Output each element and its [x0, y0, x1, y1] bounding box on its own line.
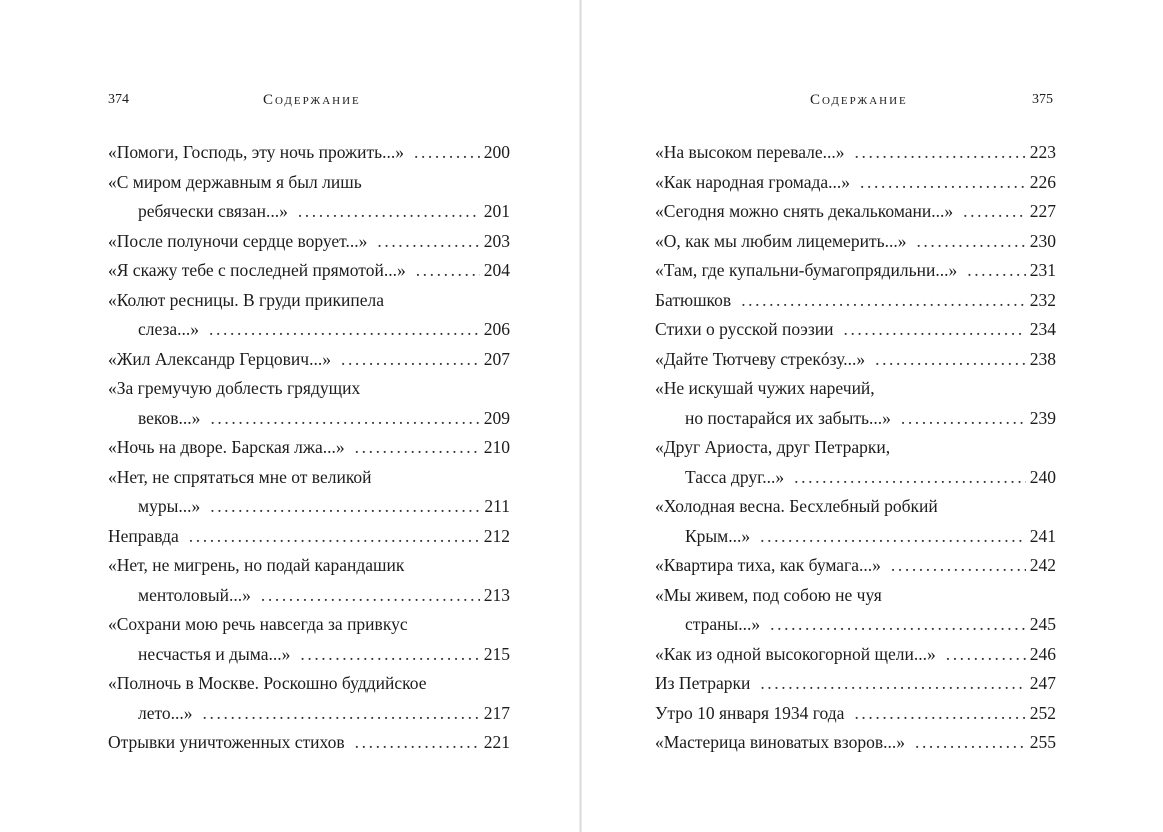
toc-entry-title: Крым...» [685, 525, 751, 546]
toc-entry-line [108, 315, 510, 345]
toc-entry [655, 492, 1056, 551]
dot-leader [210, 492, 480, 522]
toc-entry [108, 551, 510, 610]
toc-page-number: 246 [1029, 643, 1056, 664]
toc-page-number: 204 [483, 260, 510, 280]
toc-entry [655, 669, 1056, 699]
toc-page-number: 211 [484, 496, 510, 516]
dot-leader [760, 522, 1026, 552]
dot-leader [416, 256, 480, 286]
dot-leader [261, 581, 480, 611]
toc-entry-line [108, 197, 510, 227]
toc-entry [108, 374, 510, 433]
dot-leader [854, 699, 1025, 729]
toc-entry-title: «Сохрани мою речь навсегда за привкус [108, 614, 408, 634]
toc-entry-title: «Квартира тиха, как бумага...» [655, 555, 881, 575]
toc-entry-title: «Я скажу тебе с последней прямотой...» [108, 260, 406, 280]
toc-entry-line [655, 610, 1056, 640]
toc-entry [655, 197, 1056, 227]
dot-leader [967, 256, 1026, 286]
left-page [0, 0, 580, 832]
toc-entry [655, 138, 1056, 168]
dot-leader [377, 227, 479, 257]
toc-page-number: 206 [483, 319, 510, 339]
toc-page-number: 217 [483, 702, 510, 723]
dot-leader [355, 728, 480, 758]
toc-entry-line [108, 669, 510, 699]
toc-page-number: 215 [483, 643, 510, 664]
toc-page-number: 231 [1029, 260, 1056, 280]
dot-leader [189, 522, 480, 552]
dot-leader [963, 197, 1026, 227]
toc-entry-line [108, 168, 510, 198]
toc-entry-title: «За гремучую доблесть грядущих [108, 378, 361, 398]
dot-leader [741, 286, 1026, 316]
toc-page-number: 247 [1029, 673, 1056, 693]
toc-entry-line [655, 197, 1056, 227]
toc-entry-title: Тасса друг...» [685, 466, 785, 487]
toc-entry-line [655, 669, 1056, 699]
page-number: 375 [1032, 92, 1053, 107]
toc-entry-line [655, 433, 1056, 463]
toc-entry-title: «Друг Ариоста, друг Петрарки, [655, 437, 891, 457]
toc-entry-title: «Нет, не спрятаться мне от великой [108, 466, 372, 487]
toc-entry-title: «После полуночи сердце ворует...» [108, 230, 368, 251]
dot-leader [770, 610, 1026, 640]
toc-entry-title: «Холодная весна. Бесхлебный робкий [655, 496, 938, 516]
toc-entry-line [655, 581, 1056, 611]
toc-entry-title: «Колют ресницы. В груди прикипела [108, 289, 385, 310]
toc-entry [108, 433, 510, 463]
dot-leader [855, 138, 1026, 168]
toc-entry-line [655, 256, 1056, 286]
toc-page-number: 232 [1029, 289, 1056, 310]
toc-page-number: 221 [483, 732, 510, 752]
toc-entry-line [655, 315, 1056, 345]
toc-page-number: 241 [1029, 525, 1056, 546]
toc-entry-line [108, 433, 510, 463]
toc-entry-line [108, 728, 510, 758]
toc-entry-line [108, 374, 510, 404]
toc-entry-title: Утро 10 января 1934 года [655, 702, 845, 723]
toc-entry [108, 345, 510, 375]
dot-leader [875, 345, 1026, 375]
dot-leader [300, 640, 479, 670]
dot-leader [916, 227, 1025, 257]
toc-entry-title: «Как народная громада...» [655, 171, 851, 192]
dot-leader [203, 699, 480, 729]
toc-page-number: 227 [1029, 201, 1056, 221]
toc-entry [655, 168, 1056, 198]
toc-entry [655, 286, 1056, 316]
toc-entry [108, 610, 510, 669]
toc-entry-line [655, 551, 1056, 581]
toc-entry-line [655, 286, 1056, 316]
toc-entry-title: несчастья и дыма...» [138, 643, 291, 664]
toc-entry-title: веков...» [138, 407, 201, 428]
toc-entry-line [655, 227, 1056, 257]
toc-entry [108, 728, 510, 758]
toc-entry-line [108, 404, 510, 434]
toc-page-number: 213 [483, 584, 510, 605]
toc-entry-line [108, 522, 510, 552]
running-title: Содержание [810, 92, 908, 108]
toc-entry-title: Стихи о русской поэзии [655, 319, 834, 339]
dot-leader [946, 640, 1026, 670]
toc-list [108, 138, 510, 758]
toc-entry-line [108, 256, 510, 286]
dot-leader [341, 345, 480, 375]
toc-entry [655, 256, 1056, 286]
toc-entry [655, 728, 1056, 758]
toc-entry-title: «Не искушай чужих наречий, [655, 378, 875, 398]
toc-entry-line [108, 610, 510, 640]
toc-entry [108, 168, 510, 227]
toc-page-number: 203 [483, 230, 510, 251]
toc-entry [655, 581, 1056, 640]
toc-entry [108, 227, 510, 257]
toc-entry-title: «Сегодня можно снять декалькомани...» [655, 201, 954, 221]
toc-entry [108, 286, 510, 345]
dot-leader [209, 315, 480, 345]
right-page [582, 0, 1163, 832]
toc-page-number: 242 [1029, 555, 1056, 575]
toc-entry [108, 138, 510, 168]
toc-entry-title: «Там, где купальни-бумагопрядильни...» [655, 260, 958, 280]
toc-entry [655, 433, 1056, 492]
toc-page-number: 255 [1029, 732, 1056, 752]
toc-page-number: 240 [1029, 466, 1056, 487]
toc-entry-line [655, 728, 1056, 758]
toc-entry-title: муры...» [138, 496, 201, 516]
toc-page-number: 209 [483, 407, 510, 428]
toc-entry-title: «Ночь на дворе. Барская лжа...» [108, 437, 345, 457]
dot-leader [794, 463, 1026, 493]
toc-entry-title: «Нет, не мигрень, но подай карандашик [108, 555, 405, 575]
toc-page-number: 210 [483, 437, 510, 457]
toc-entry-line [108, 551, 510, 581]
toc-entry-title: Неправда [108, 525, 179, 546]
toc-entry-title: ребячески связан...» [138, 201, 288, 221]
toc-entry [655, 374, 1056, 433]
toc-entry-title: «С миром державным я был лишь [108, 171, 362, 192]
toc-entry-title: ментоловый...» [138, 584, 251, 605]
dot-leader [915, 728, 1026, 758]
toc-entry-line [655, 168, 1056, 198]
toc-entry-title: «Помоги, Господь, эту ночь прожить...» [108, 142, 404, 162]
toc-entry-title: лето...» [138, 702, 193, 723]
dot-leader [414, 138, 480, 168]
toc-entry-title: «Жил Александр Герцович...» [108, 348, 331, 369]
toc-list [655, 138, 1056, 758]
toc-page-number: 245 [1029, 614, 1056, 634]
toc-entry-line [655, 699, 1056, 729]
toc-entry [108, 522, 510, 552]
toc-entry-line [655, 404, 1056, 434]
toc-entry-title: «Полночь в Москве. Роскошно буддийское [108, 673, 427, 693]
toc-page-number: 200 [483, 142, 510, 162]
toc-entry-line [108, 286, 510, 316]
toc-entry-title: но постарайся их забыть...» [685, 407, 891, 428]
toc-entry-line [655, 138, 1056, 168]
toc-entry-title: Батюшков [655, 289, 732, 310]
toc-page-number: 212 [483, 525, 510, 546]
toc-entry-line [108, 345, 510, 375]
dot-leader [891, 551, 1026, 581]
dot-leader [860, 168, 1026, 198]
page-number: 374 [108, 92, 129, 107]
dot-leader [843, 315, 1025, 345]
toc-entry-line [655, 492, 1056, 522]
toc-page-number: 238 [1029, 348, 1056, 369]
toc-page-number: 252 [1029, 702, 1056, 723]
toc-entry [655, 551, 1056, 581]
toc-entry-line [108, 227, 510, 257]
toc-entry-line [108, 463, 510, 493]
dot-leader [210, 404, 479, 434]
toc-page-number: 226 [1029, 171, 1056, 192]
toc-entry-title: страны...» [685, 614, 761, 634]
toc-entry-line [655, 640, 1056, 670]
toc-entry [108, 669, 510, 728]
dot-leader [298, 197, 480, 227]
toc-entry [108, 463, 510, 522]
toc-entry-title: Из Петрарки [655, 673, 751, 693]
toc-entry-title: «О, как мы любим лицемерить...» [655, 230, 907, 251]
dot-leader [355, 433, 480, 463]
toc-entry-line [655, 522, 1056, 552]
toc-entry-title: «Как из одной высокогорной щели...» [655, 643, 936, 664]
toc-entry-title: «Дайте Тютчеву стрекóзу...» [655, 348, 866, 369]
toc-entry [655, 227, 1056, 257]
toc-entry-line [108, 138, 510, 168]
toc-entry-line [108, 581, 510, 611]
toc-entry-line [108, 492, 510, 522]
toc-entry [655, 640, 1056, 670]
toc-entry-line [655, 345, 1056, 375]
toc-entry-title: «На высоком перевале...» [655, 142, 845, 162]
toc-entry-title: «Мастерица виноватых взоров...» [655, 732, 905, 752]
toc-entry-title: Отрывки уничтоженных стихов [108, 732, 345, 752]
running-title: Содержание [263, 92, 361, 108]
toc-page-number: 223 [1029, 142, 1056, 162]
toc-entry-line [655, 374, 1056, 404]
toc-page-number: 234 [1029, 319, 1056, 339]
toc-entry-title: слеза...» [138, 319, 200, 339]
toc-entry [655, 315, 1056, 345]
toc-entry-line [108, 640, 510, 670]
toc-entry-line [655, 463, 1056, 493]
dot-leader [760, 669, 1025, 699]
toc-entry [655, 699, 1056, 729]
toc-page-number: 239 [1029, 407, 1056, 428]
toc-entry-title: «Мы живем, под собою не чуя [655, 584, 882, 605]
toc-entry [108, 256, 510, 286]
toc-page-number: 201 [483, 201, 510, 221]
toc-entry-line [108, 699, 510, 729]
dot-leader [901, 404, 1026, 434]
toc-entry [655, 345, 1056, 375]
toc-page-number: 207 [483, 348, 510, 369]
toc-page-number: 230 [1029, 230, 1056, 251]
